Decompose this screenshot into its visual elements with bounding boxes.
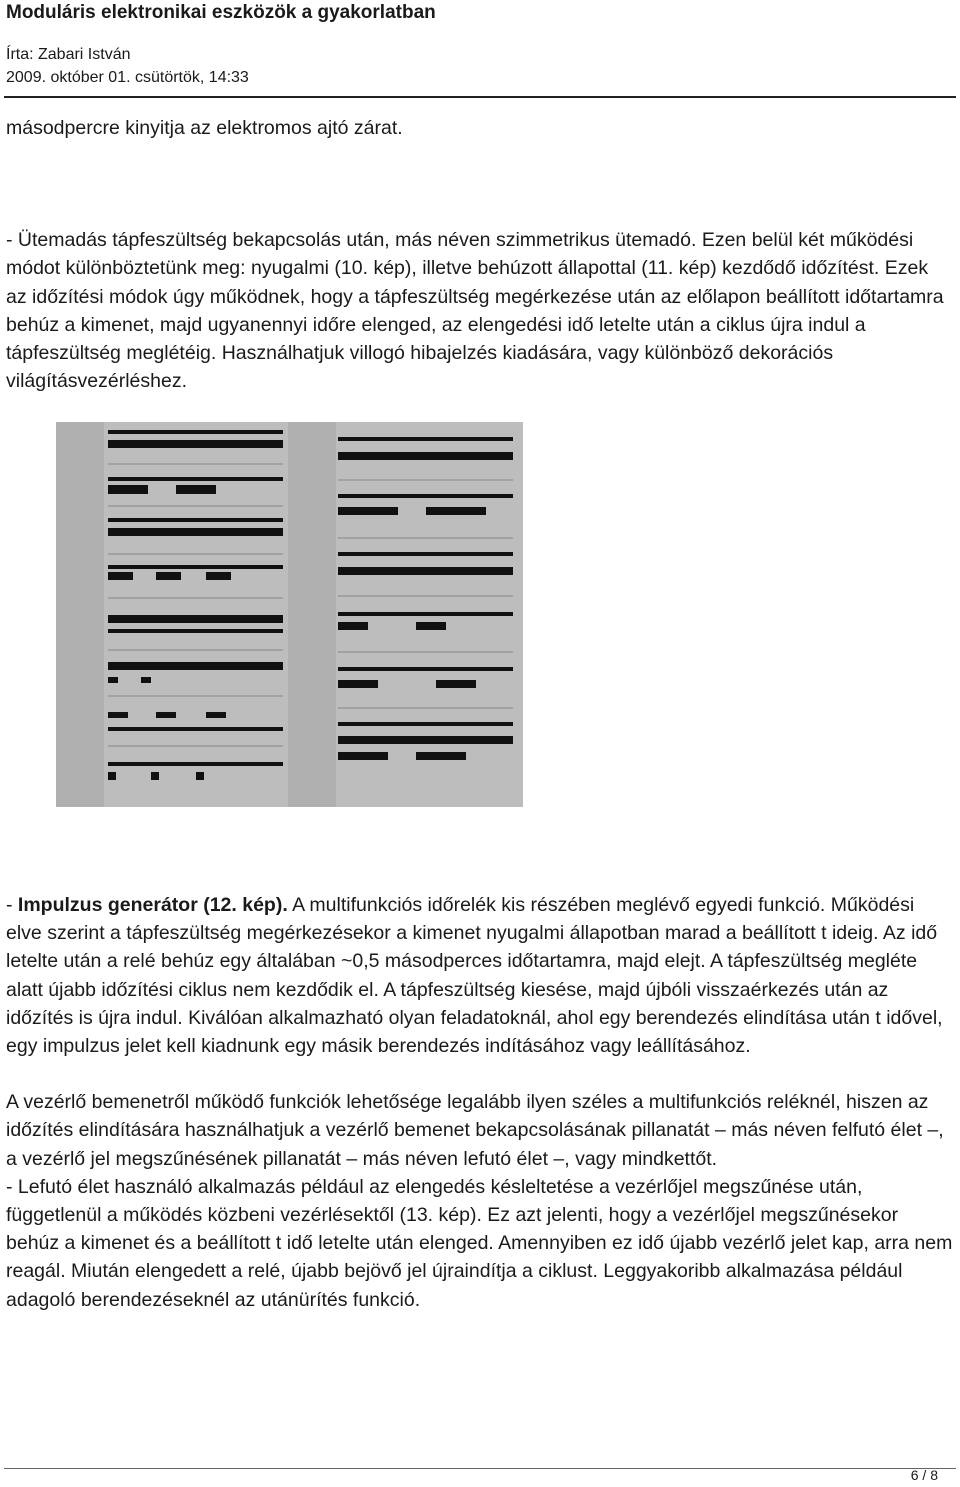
paragraph-4: A vezérlő bemenetről működő funkciók lehetősége legalább ilyen széles a multifunkciós reléknél, hiszen az időzítés elindítására használhatjuk a vezérlő bemenet bekapcsolásának pillanatát – más néven felfutó élet –, a vezérlő jel megszűnésének pillanatát – más néven lefutó élet –, vagy mindkettőt. bbox=[6, 1091, 944, 1170]
paragraph-5: - Lefutó élet használó alkalmazás például az elengedés késleltetése a vezérlőjel megszűnése után, függetlenül a működés közbeni vezérlésektől (13. kép). Ez azt jelenti, hogy a vezérlőjel megszűnésekor behúz a kimenet és a beállított t idő letelte után elenged. Amennyiben ez idő újabb vezérlő jelet kap, arra nem reagál. Miután elengedett a relé, újabb bejövő jel újraindítja a ciklust. Leggyakoribb alkalmazása például adagoló berendezéseknél az utánürítés funkció. bbox=[6, 1175, 953, 1311]
timing-diagram-image bbox=[56, 422, 523, 807]
author-line: Írta: Zabari István bbox=[6, 46, 131, 63]
header-divider bbox=[4, 96, 956, 98]
paragraph-2: - Ütemadás tápfeszültség bekapcsolás után, más néven szimmetrikus ütemadó. Ezen belül két működési módot különböztetünk meg: nyugalmi (10. kép), illetve behúzott állapottal (11. kép) kezdődő időzítést. Ezek az időzítési módok úgy működnek, hogy a tápfeszültség megérkezése után az előlapon beállított időtartamra behúz a kimenet, majd ugyanennyi időre elenged, az elengedési idő letelte után a ciklus újra indul a tápfeszültség meglétéig. Használhatjuk villogó hibajelzés kiadására, vagy különböző dekorációs világításvezérléshez. bbox=[6, 229, 944, 393]
page-header bbox=[6, 0, 956, 89]
date-line: 2009. október 01. csütörtök, 14:33 bbox=[6, 69, 249, 86]
paragraph-3-text: A multifunkciós időrelék kis részében meglévő egyedi funkció. Működési elve szerint a tápfeszültség megérkezésekor a kimenet nyugalmi állapotban marad a beállított t ideig. Az idő letelte után a relé behúz egy általában ~0,5 másodperces időtartamra, majd elejt. A tápfeszültség megléte alatt újabb időzítési ciklus nem kezdődik el. A tápfeszültség kiesése, majd újbóli visszaérkezés után az időzítés is újra indul. Kiválóan alkalmazható olyan feladatoknál, ahol egy berendezés elindítása után t idővel, egy impulzus jelet kell kiadnunk egy másik berendezés indításához vagy leállításához. bbox=[6, 894, 943, 1058]
paragraph-3-prefix: - bbox=[6, 894, 18, 916]
footer-divider bbox=[4, 1468, 956, 1469]
site-title: Moduláris elektronikai eszközök a gyakorlatban bbox=[6, 2, 436, 23]
paragraph-1: másodpercre kinyitja az elektromos ajtó zárat. bbox=[6, 117, 403, 139]
article-body-bottom bbox=[6, 891, 954, 1314]
paragraph-3 bbox=[6, 891, 954, 1060]
article-body-top bbox=[6, 114, 954, 395]
page-number: 6 / 8 bbox=[910, 1467, 938, 1483]
paragraph-3-heading: Impulzus generátor (12. kép). bbox=[17, 894, 288, 916]
timing-diagram-figure bbox=[56, 422, 523, 807]
